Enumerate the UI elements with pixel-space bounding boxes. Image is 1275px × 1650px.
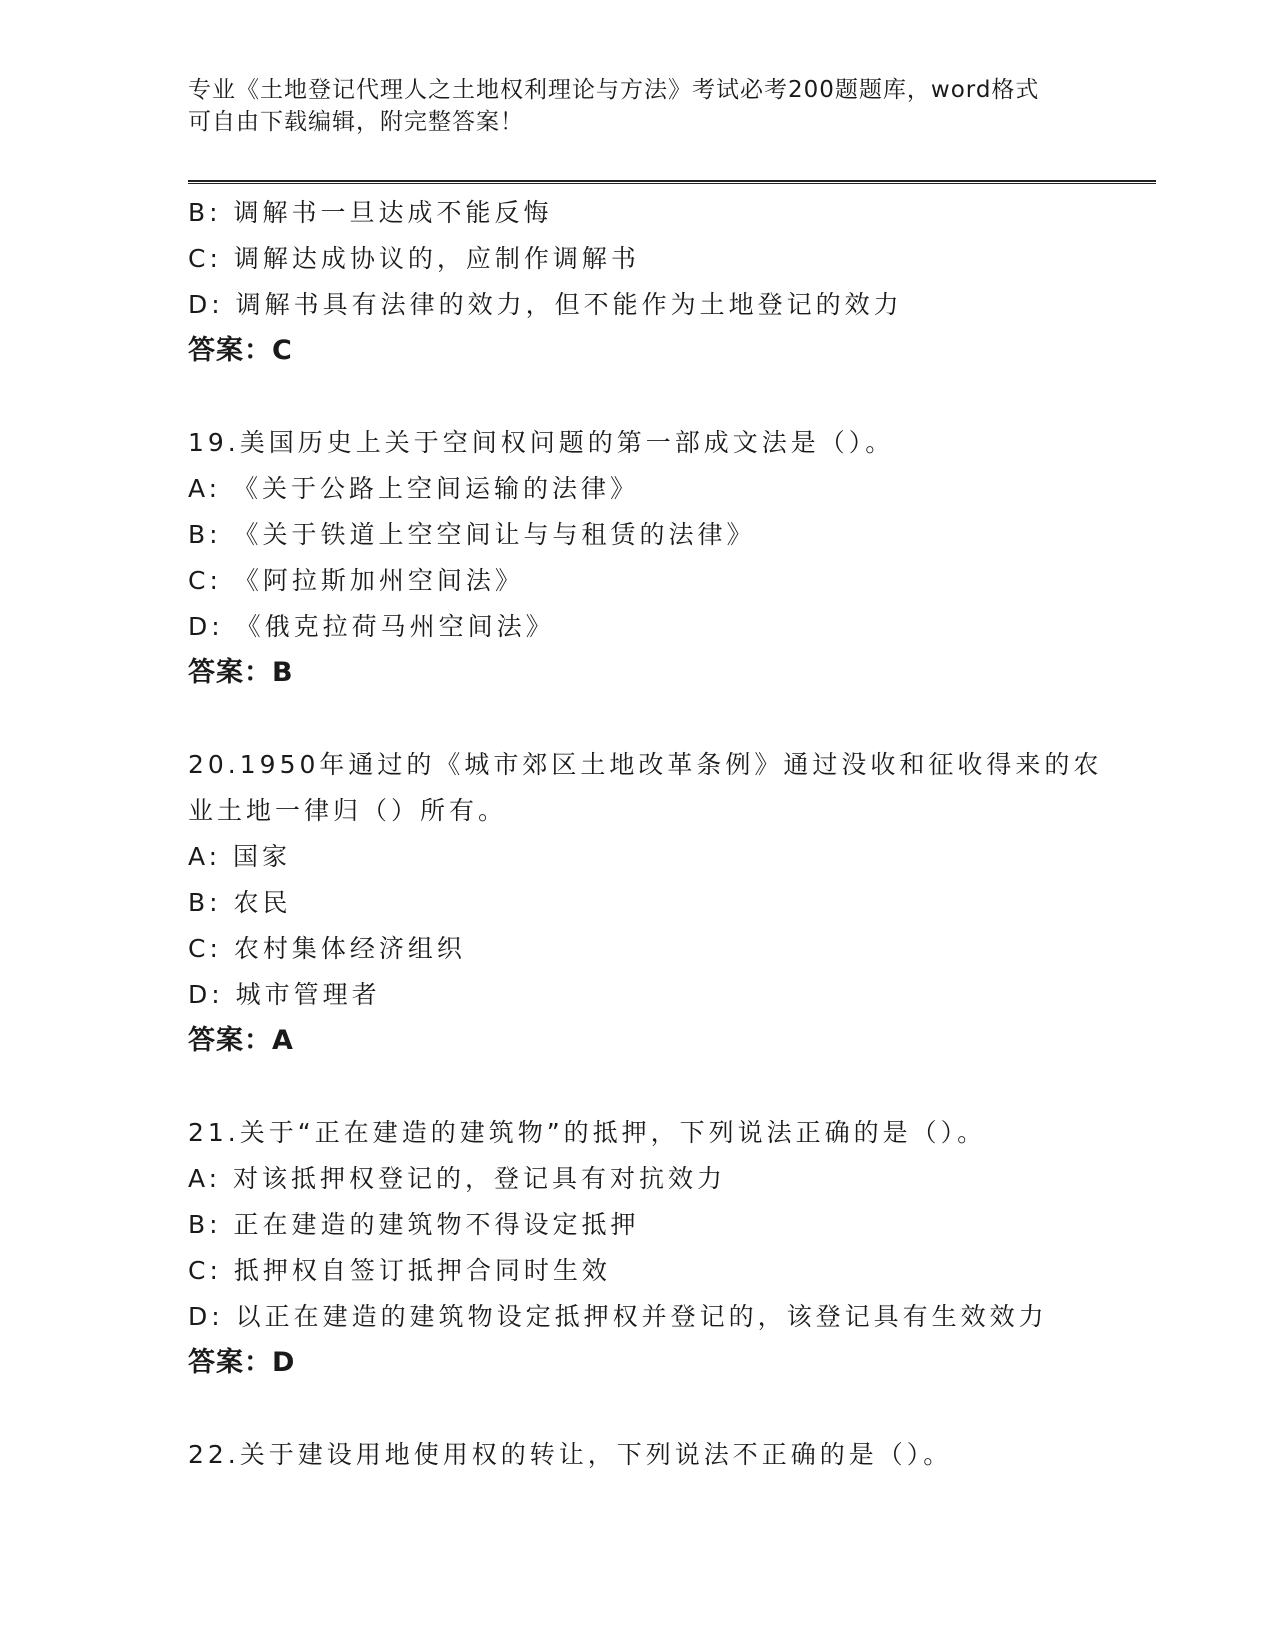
question-stem: 19.美国历史上关于空间权问题的第一部成文法是（）。 <box>188 428 895 457</box>
question-list <box>188 190 1156 1478</box>
option-a: A: 国家 <box>188 842 292 871</box>
question-block-22 <box>188 1432 1156 1478</box>
option-c: C: 抵押权自签订抵押合同时生效 <box>188 1256 611 1285</box>
option-b: B: 《关于铁道上空空间让与与租赁的法律》 <box>188 520 756 549</box>
option-b: B: 农民 <box>188 888 292 917</box>
question-block-18 <box>188 190 1156 374</box>
option-d: D: 城市管理者 <box>188 980 381 1009</box>
option-a: A: 《关于公路上空间运输的法律》 <box>188 474 640 503</box>
answer-label: 答案：D <box>188 1347 296 1378</box>
option-b: B: 正在建造的建筑物不得设定抵押 <box>188 1210 640 1239</box>
document-header <box>188 74 1088 138</box>
option-b: B: 调解书一旦达成不能反悔 <box>188 198 553 227</box>
option-d: D: 调解书具有法律的效力，但不能作为土地登记的效力 <box>188 290 903 319</box>
answer-label: 答案：A <box>188 1025 294 1056</box>
question-block-20 <box>188 742 1156 1064</box>
answer-label: 答案：C <box>188 335 293 366</box>
question-stem: 21.关于“正在建造的建筑物”的抵押，下列说法正确的是（）。 <box>188 1118 987 1147</box>
question-stem-line-1: 20.1950年通过的《城市郊区土地改革条例》通过没收和征收得来的农 <box>188 750 1103 779</box>
option-c: C: 调解达成协议的，应制作调解书 <box>188 244 640 273</box>
option-d: D: 以正在建造的建筑物设定抵押权并登记的，该登记具有生效效力 <box>188 1302 1048 1331</box>
question-stem-line-2: 业土地一律归（）所有。 <box>188 796 508 825</box>
question-block-21 <box>188 1110 1156 1386</box>
header-line-1: 专业《土地登记代理人之土地权利理论与方法》考试必考200题题库，word格式 <box>188 77 1040 103</box>
question-stem: 22.关于建设用地使用权的转让，下列说法不正确的是（）。 <box>188 1440 953 1469</box>
spacer <box>188 696 1156 742</box>
header-line-2: 可自由下载编辑，附完整答案！ <box>188 109 524 135</box>
header-divider <box>188 180 1156 184</box>
spacer <box>188 374 1156 420</box>
spacer <box>188 1064 1156 1110</box>
spacer <box>188 1386 1156 1432</box>
option-d: D: 《俄克拉荷马州空间法》 <box>188 612 555 641</box>
answer-label: 答案：B <box>188 657 294 688</box>
option-c: C: 农村集体经济组织 <box>188 934 466 963</box>
option-a: A: 对该抵押权登记的，登记具有对抗效力 <box>188 1164 727 1193</box>
question-block-19 <box>188 420 1156 696</box>
option-c: C: 《阿拉斯加州空间法》 <box>188 566 524 595</box>
